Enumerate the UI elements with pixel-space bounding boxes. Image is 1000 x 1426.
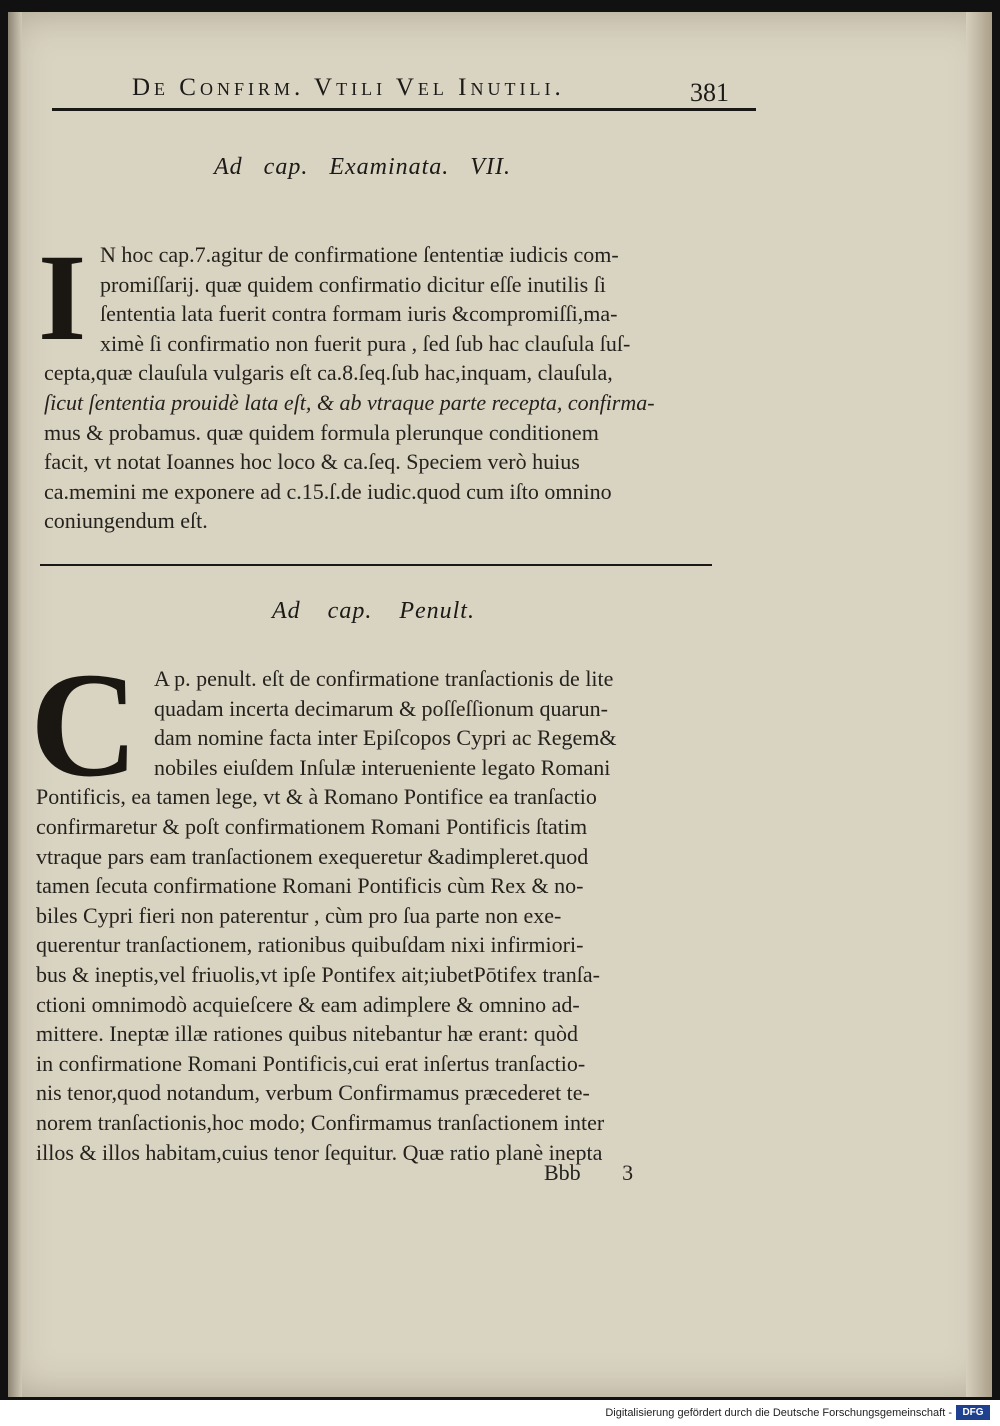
footer-bar	[0, 1400, 1000, 1426]
text-line: in confirmatione Romani Pontificis,cui erat inſertus tranſactio-	[36, 1050, 586, 1076]
funding-credit: Digitalisierung gefördert durch die Deutsche Forschungsgemeinschaft -	[605, 1407, 952, 1419]
text-line: biles Cypri fieri non paterentur , cùm pro ſua parte non exe-	[36, 902, 562, 928]
text-line: cepta,quæ clauſula vulgaris eſt ca.8.ſeq.ſub hac,inquam, clauſula,	[44, 360, 613, 386]
text-line: bus & ineptis,vel friuolis,vt ipſe Pontifex ait;iubetPōtifex tranſa-	[36, 961, 600, 987]
section-title-penult: Ad cap. Penult.	[272, 598, 475, 624]
dfg-logo-icon[interactable]: DFG	[956, 1405, 990, 1420]
text-line: ſententia lata fuerit contra formam iuris &compromiſſi,ma-	[100, 301, 618, 327]
text-line: ctioni omnimodò acquieſcere & eam adimplere & omnino ad-	[36, 991, 580, 1017]
text-line: ſicut ſententia prouidè lata eſt, & ab vtraque parte recepta, confirma-	[44, 389, 655, 415]
text-line: nis tenor,quod notandum, verbum Confirmamus præcederet te-	[36, 1080, 590, 1106]
paragraph-penult	[36, 664, 716, 1167]
running-head: De Confirm. Vtili Vel Inutili.	[132, 74, 565, 101]
dropcap-initial-i: I	[38, 229, 87, 366]
header-rule	[52, 108, 756, 111]
text-line: nobiles eiuſdem Inſulæ interueniente legato Romani	[154, 754, 611, 780]
text-line: vtraque pars eam tranſactionem exequeretur &adimpleret.quod	[36, 843, 589, 869]
text-line: mus & probamus. quæ quidem formula plerunque conditionem	[44, 419, 599, 445]
text-line: ca.memini me exponere ad c.15.ſ.de iudic.quod cum iſto omnino	[44, 478, 612, 504]
text-line: tamen ſecuta confirmatione Romani Pontificis cùm Rex & no-	[36, 873, 584, 899]
text-line: dam nomine facta inter Epiſcopos Cypri ac Regem&	[154, 725, 617, 751]
text-line: illos & illos habitam,cuius tenor ſequitur. Quæ ratio planè inepta	[36, 1139, 603, 1165]
text-line: mittere. Ineptæ illæ rationes quibus nitebantur hæ erant: quòd	[36, 1021, 578, 1047]
text-line: A p. penult. eſt de confirmatione tranſactionis de lite	[154, 666, 614, 691]
text-line: Pontificis, ea tamen lege, vt & à Romano Pontifice ea tranſactio	[36, 784, 597, 810]
section-divider-rule	[40, 564, 712, 566]
text-line: facit, vt notat Ioannes hoc loco & ca.ſeq. Speciem verò huius	[44, 449, 580, 475]
dropcap-initial-c: C	[30, 642, 139, 808]
section-title-examinata: Ad cap. Examinata. VII.	[214, 154, 511, 180]
catchword-signature: Bbb 3	[544, 1160, 634, 1185]
text-line: quadam incerta decimarum & poſſeſſionum quarun-	[154, 695, 608, 721]
text-line: querentur tranſactionem, rationibus quibuſdam nixi infirmiori-	[36, 932, 584, 958]
text-line: coniungendum eſt.	[44, 508, 208, 534]
paragraph-examinata	[44, 240, 734, 536]
text-line: ximè ſi confirmatio non fuerit pura , ſed ſub hac clauſula ſuſ-	[100, 330, 631, 356]
page-gutter-shadow	[8, 12, 22, 1397]
text-line: confirmaretur & poſt confirmationem Romani Pontificis ſtatim	[36, 813, 588, 839]
text-line: norem tranſactionis,hoc modo; Confirmamus tranſactionem inter	[36, 1109, 605, 1135]
text-line: N hoc cap.7.agitur de confirmatione ſententiæ iudicis com-	[100, 242, 619, 267]
page-number: 381	[690, 78, 729, 107]
page-edge	[966, 12, 992, 1397]
text-line: promiſſarij. quæ quidem confirmatio dicitur eſſe inutilis ſi	[100, 271, 606, 297]
